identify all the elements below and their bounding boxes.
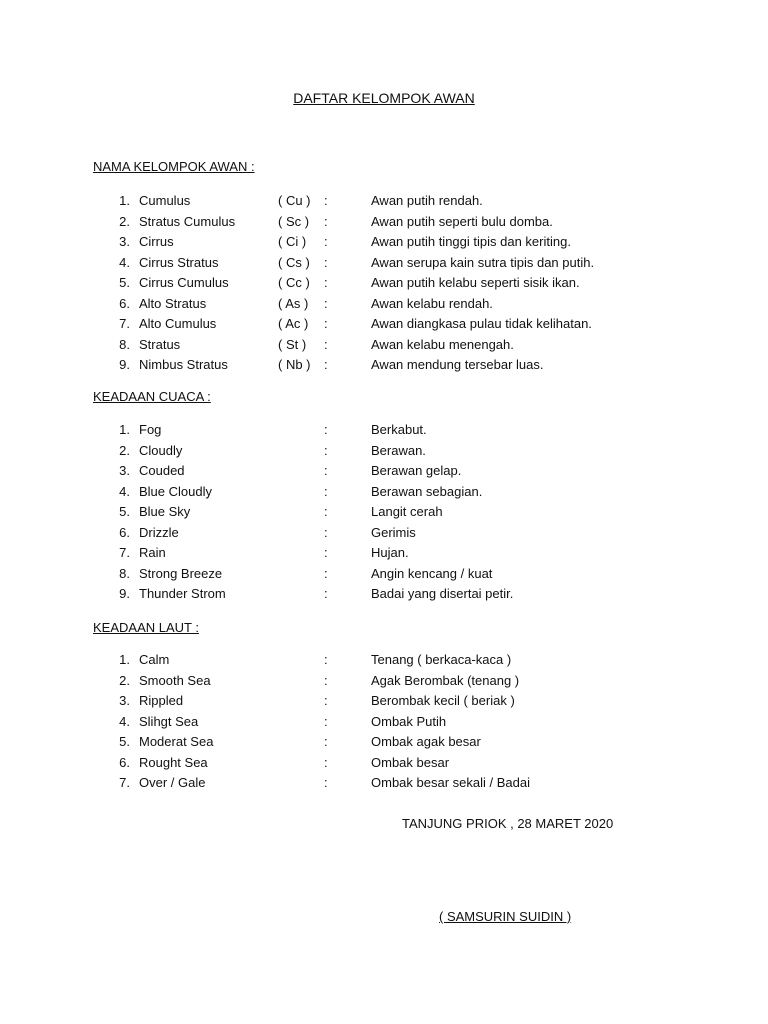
item-abbreviation: ( Ci ) — [278, 234, 307, 249]
list-item — [0, 732, 768, 753]
item-separator: : — [324, 586, 328, 601]
sea-conditions-heading: KEADAAN LAUT : — [93, 620, 199, 635]
list-item — [0, 650, 768, 671]
item-description: Ombak Putih — [371, 713, 447, 729]
item-name: Cirrus Stratus — [139, 254, 219, 270]
item-separator: : — [324, 775, 328, 790]
list-item — [0, 543, 768, 564]
item-name: Cirrus — [139, 234, 174, 249]
item-separator: : — [324, 234, 328, 249]
item-separator: : — [324, 483, 328, 499]
item-name: Stratus Cumulus — [139, 213, 236, 229]
item-name: Fog — [139, 422, 162, 437]
item-number: 5. — [119, 275, 130, 290]
item-name: Rippled — [139, 693, 184, 708]
list-item — [0, 482, 768, 503]
item-name: Blue Sky — [139, 504, 191, 519]
item-separator: : — [324, 504, 328, 519]
item-separator: : — [324, 422, 328, 437]
item-description: Awan putih seperti bulu domba. — [371, 213, 553, 229]
item-abbreviation: ( Sc ) — [278, 213, 310, 229]
item-number: 1. — [119, 652, 130, 667]
list-item — [0, 420, 768, 441]
item-abbreviation: ( Ac ) — [278, 316, 309, 331]
item-abbreviation: ( Cu ) — [278, 193, 311, 208]
item-name: Moderat Sea — [139, 734, 214, 749]
item-separator: : — [324, 734, 328, 749]
item-description: Awan putih tinggi tipis dan keriting. — [371, 234, 571, 249]
item-name: Alto Stratus — [139, 295, 207, 311]
list-item — [0, 355, 768, 376]
list-item — [0, 232, 768, 253]
item-name: Cloudly — [139, 442, 183, 458]
item-separator: : — [324, 524, 328, 540]
item-number: 6. — [119, 754, 130, 770]
item-separator: : — [324, 193, 328, 208]
item-number: 5. — [119, 504, 130, 519]
item-name: Nimbus Stratus — [139, 357, 228, 372]
item-name: Alto Cumulus — [139, 316, 217, 331]
document-title: DAFTAR KELOMPOK AWAN — [293, 90, 475, 106]
item-name: Strong Breeze — [139, 565, 223, 581]
item-abbreviation: ( Cc ) — [278, 275, 310, 290]
item-name: Thunder Strom — [139, 586, 226, 601]
item-number: 2. — [119, 672, 130, 688]
item-number: 4. — [119, 254, 130, 270]
item-separator: : — [324, 442, 328, 458]
item-separator: : — [324, 254, 328, 270]
item-number: 3. — [119, 693, 130, 708]
item-description: Awan mendung tersebar luas. — [371, 357, 544, 372]
item-separator: : — [324, 713, 328, 729]
list-item — [0, 253, 768, 274]
item-separator: : — [324, 357, 328, 372]
item-description: Awan diangkasa pulau tidak kelihatan. — [371, 316, 592, 331]
item-description: Awan kelabu menengah. — [371, 336, 514, 352]
item-description: Angin kencang / kuat — [371, 565, 493, 581]
weather-heading: KEADAAN CUACA : — [93, 389, 211, 404]
place-and-date: TANJUNG PRIOK , 28 MARET 2020 — [402, 816, 614, 831]
list-item — [0, 212, 768, 233]
item-separator: : — [324, 213, 328, 229]
item-number: 3. — [119, 234, 130, 249]
list-item — [0, 294, 768, 315]
item-number: 2. — [119, 213, 130, 229]
item-abbreviation: ( Cs ) — [278, 254, 310, 270]
item-number: 9. — [119, 357, 130, 372]
item-number: 9. — [119, 586, 130, 601]
list-item — [0, 691, 768, 712]
item-number: 6. — [119, 524, 130, 540]
item-description: Awan putih rendah. — [371, 193, 483, 208]
item-number: 7. — [119, 775, 130, 790]
item-description: Berawan sebagian. — [371, 483, 483, 499]
item-name: Blue Cloudly — [139, 483, 212, 499]
item-name: Smooth Sea — [139, 672, 211, 688]
item-number: 4. — [119, 713, 130, 729]
cloud-groups-heading: NAMA KELOMPOK AWAN : — [93, 159, 255, 174]
item-description: Berkabut. — [371, 422, 427, 437]
item-description: Hujan. — [371, 545, 409, 560]
list-item — [0, 523, 768, 544]
item-separator: : — [324, 316, 328, 331]
list-item — [0, 773, 768, 794]
item-description: Tenang ( berkaca-kaca ) — [371, 652, 512, 667]
item-separator: : — [324, 295, 328, 311]
item-number: 7. — [119, 545, 130, 560]
item-description: Berombak kecil ( beriak ) — [371, 693, 515, 708]
item-name: Slihgt Sea — [139, 713, 199, 729]
item-name: Couded — [139, 463, 185, 478]
item-name: Calm — [139, 652, 170, 667]
item-separator: : — [324, 565, 328, 581]
item-number: 6. — [119, 295, 130, 311]
item-separator: : — [324, 336, 328, 352]
item-description: Awan serupa kain sutra tipis dan putih. — [371, 254, 595, 270]
item-description: Berawan. — [371, 442, 426, 458]
item-description: Awan putih kelabu seperti sisik ikan. — [371, 275, 580, 290]
item-name: Stratus — [139, 336, 181, 352]
item-number: 3. — [119, 463, 130, 478]
item-name: Cumulus — [139, 193, 191, 208]
item-description: Langit cerah — [371, 504, 443, 519]
list-item — [0, 461, 768, 482]
item-number: 5. — [119, 734, 130, 749]
item-description: Gerimis — [371, 524, 416, 540]
item-number: 7. — [119, 316, 130, 331]
item-abbreviation: ( As ) — [278, 295, 309, 311]
item-number: 8. — [119, 336, 130, 352]
item-separator: : — [324, 754, 328, 770]
item-number: 1. — [119, 422, 130, 437]
list-item — [0, 191, 768, 212]
list-item — [0, 564, 768, 585]
item-description: Ombak besar — [371, 754, 450, 770]
item-description: Agak Berombak (tenang ) — [371, 672, 520, 688]
list-item — [0, 671, 768, 692]
list-item — [0, 273, 768, 294]
item-separator: : — [324, 693, 328, 708]
cloud-groups-list — [0, 191, 768, 376]
item-description: Berawan gelap. — [371, 463, 462, 478]
list-item — [0, 502, 768, 523]
sea-conditions-list — [0, 650, 768, 794]
item-abbreviation: ( Nb ) — [278, 357, 311, 372]
weather-list — [0, 420, 768, 605]
item-number: 1. — [119, 193, 130, 208]
list-item — [0, 712, 768, 733]
item-number: 4. — [119, 483, 130, 499]
list-item — [0, 335, 768, 356]
item-name: Drizzle — [139, 524, 179, 540]
item-separator: : — [324, 672, 328, 688]
item-abbreviation: ( St ) — [278, 336, 307, 352]
item-separator: : — [324, 275, 328, 290]
list-item — [0, 441, 768, 462]
item-name: Rought Sea — [139, 754, 208, 770]
item-description: Badai yang disertai petir. — [371, 586, 514, 601]
item-description: Ombak besar sekali / Badai — [371, 775, 530, 790]
signature-name: ( SAMSURIN SUIDIN ) — [439, 909, 572, 924]
item-separator: : — [324, 652, 328, 667]
item-name: Over / Gale — [139, 775, 206, 790]
item-description: Awan kelabu rendah. — [371, 295, 493, 311]
item-number: 8. — [119, 565, 130, 581]
list-item — [0, 314, 768, 335]
item-name: Rain — [139, 545, 166, 560]
item-separator: : — [324, 463, 328, 478]
item-separator: : — [324, 545, 328, 560]
item-number: 2. — [119, 442, 130, 458]
list-item — [0, 584, 768, 605]
item-description: Ombak agak besar — [371, 734, 481, 749]
item-name: Cirrus Cumulus — [139, 275, 229, 290]
list-item — [0, 753, 768, 774]
